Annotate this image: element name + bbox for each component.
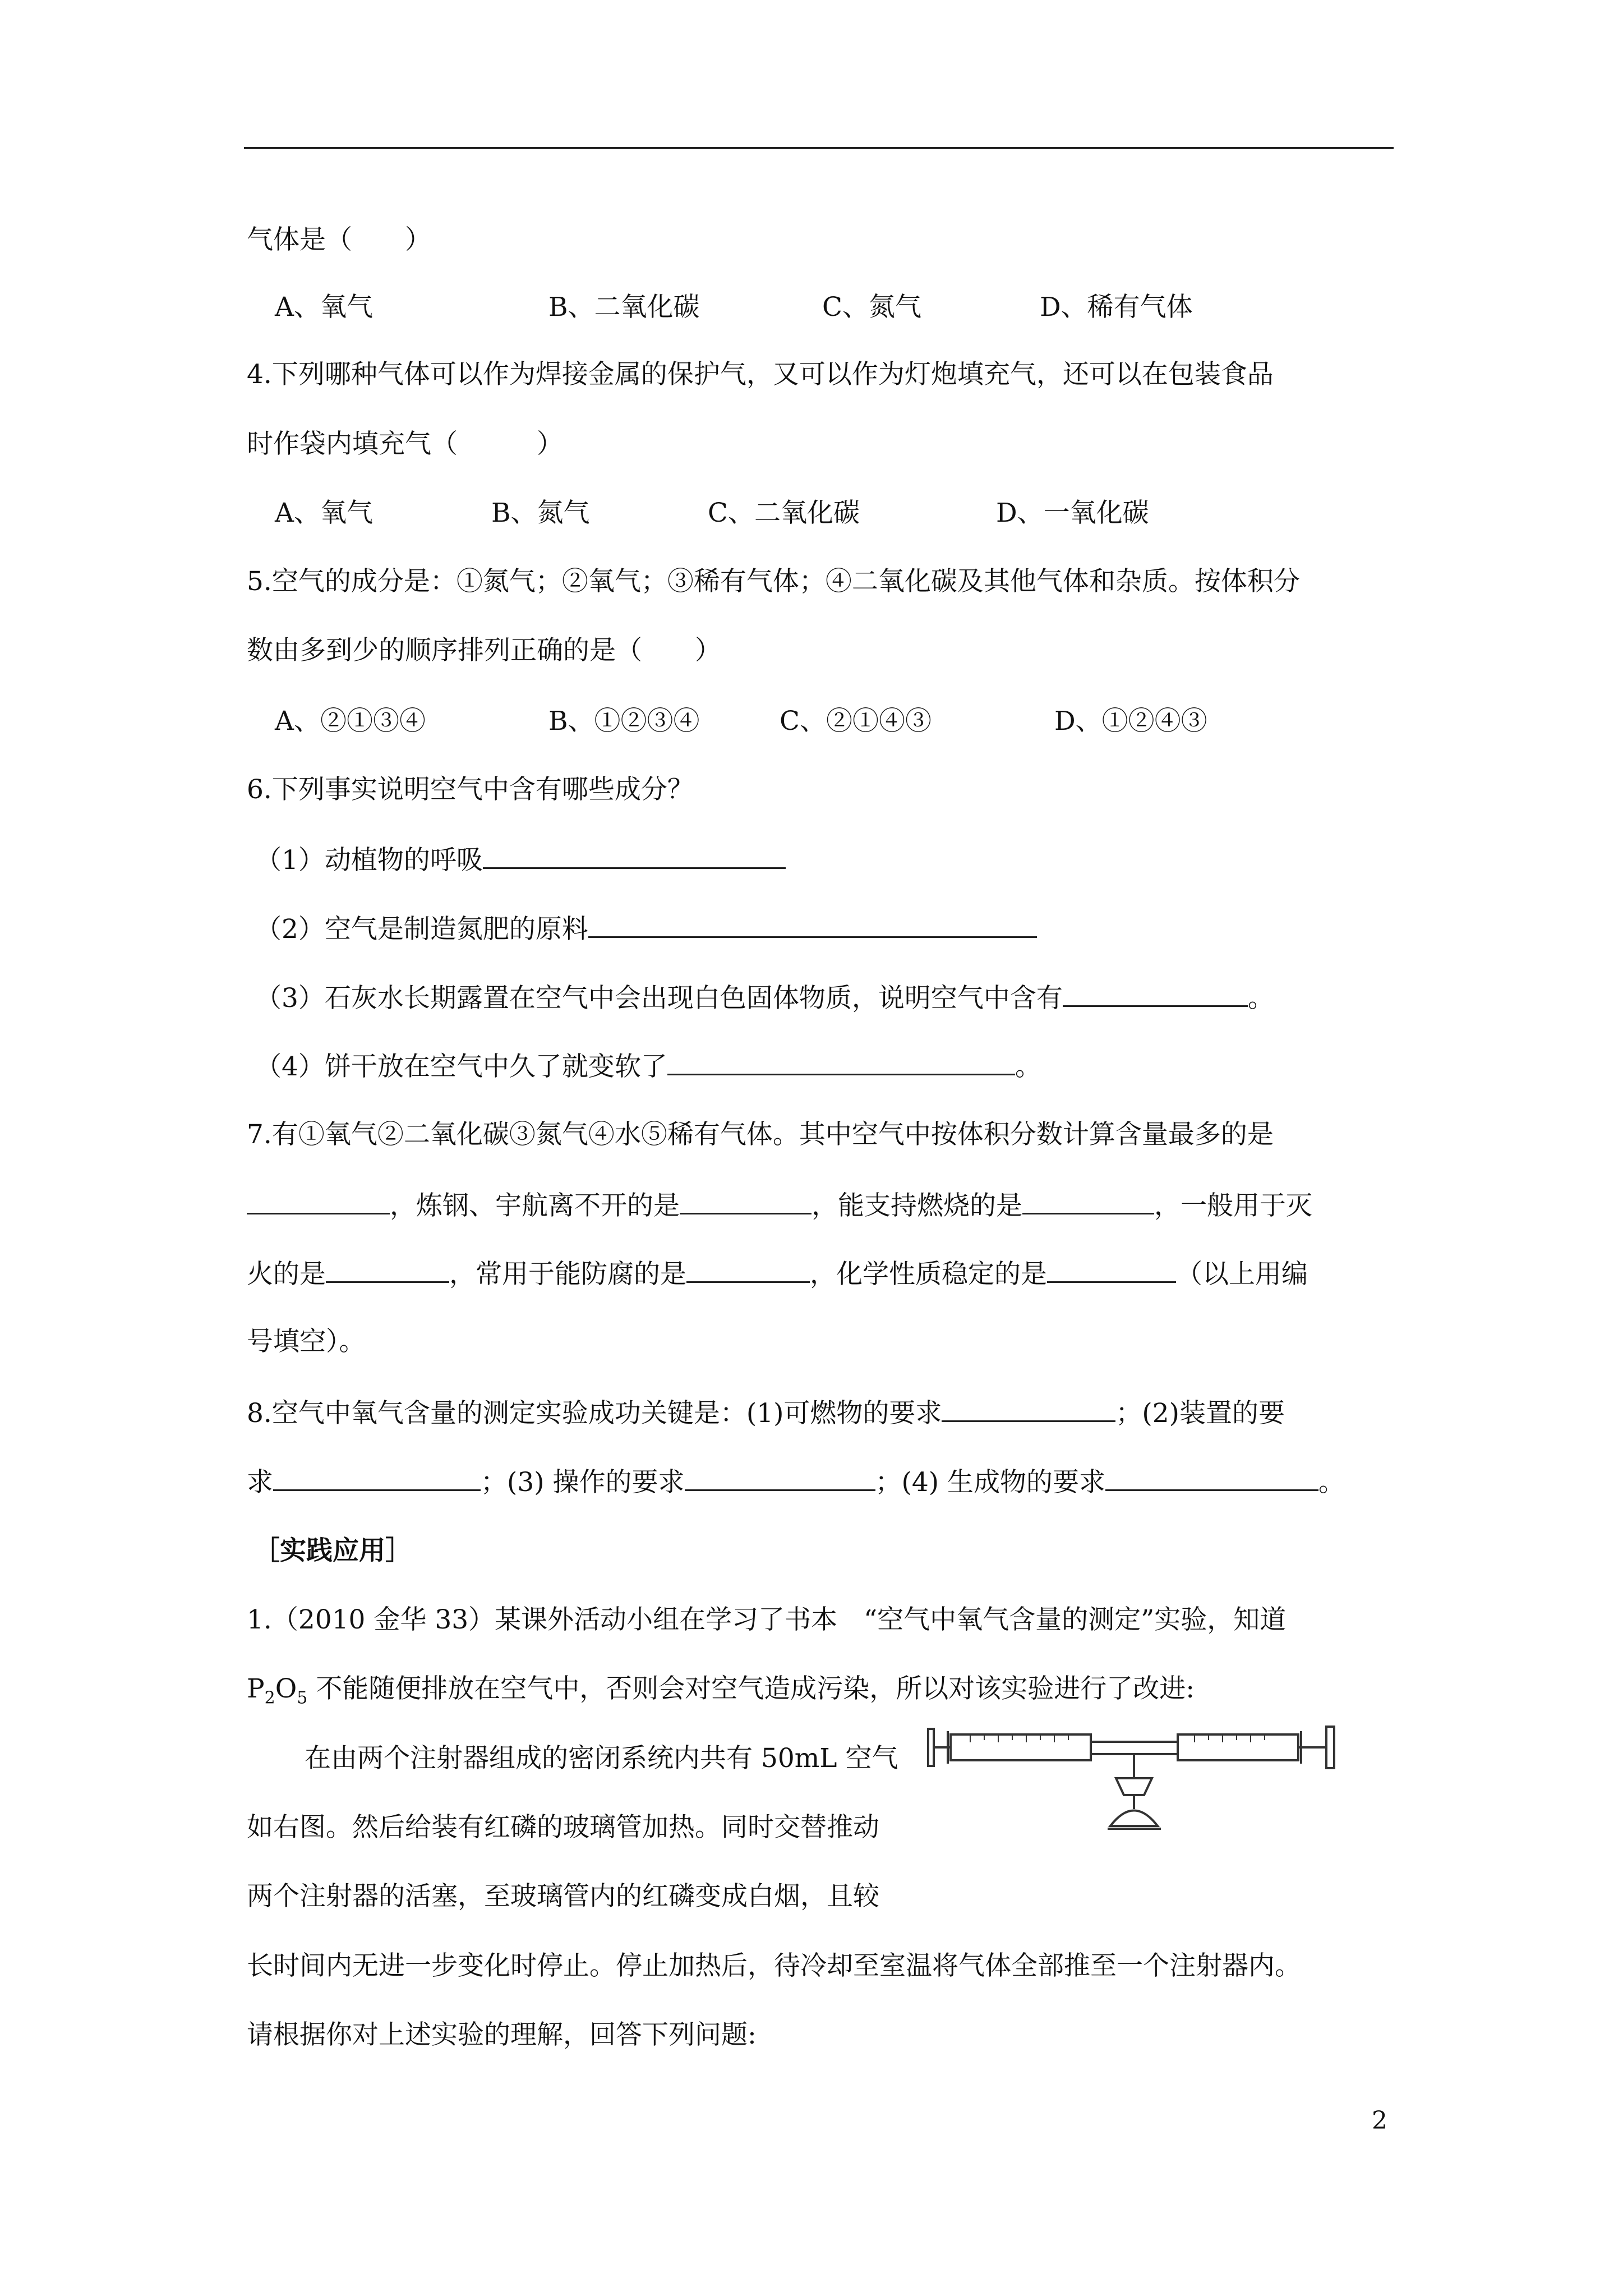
left-plunger-handle [928, 1729, 934, 1766]
p1-line5: 两个注射器的活塞，至玻璃管内的红磷变成白烟，且较 [247, 1881, 879, 1912]
right-syringe-barrel [1178, 1734, 1298, 1760]
q5-option-c: C、②①④③ [780, 706, 932, 737]
p1-line3: 在由两个注射器组成的密闭系统内共有 50mL 空气 [305, 1743, 898, 1774]
q7-blank-2[interactable] [680, 1188, 811, 1214]
q4-line1: 4.下列哪种气体可以作为焊接金属的保护气，又可以作为灯炮填充气，还可以在包装食品 [247, 359, 1274, 390]
q7-line2: ，炼钢、宇航离不开的是 ，能支持燃烧的是 ，一般用于灭 [247, 1188, 1312, 1223]
q3-option-c: C、氮气 [822, 292, 921, 323]
q7-blank-4[interactable] [326, 1257, 449, 1283]
q7-blank-5[interactable] [686, 1257, 810, 1283]
q4-option-c: C、二氧化碳 [708, 498, 860, 528]
q7-line4: 号填空）。 [247, 1326, 366, 1357]
alcohol-lamp [1110, 1811, 1158, 1826]
q7-line1: 7.有①氧气②二氧化碳③氮气④水⑤稀有气体。其中空气中按体积分数计算含量最多的是 [247, 1119, 1274, 1150]
left-syringe-barrel [951, 1734, 1091, 1760]
q8-line1: 8.空气中氧气含量的测定实验成功关键是：(1)可燃物的要求 ；(2)装置的要 [247, 1396, 1285, 1430]
red-phosphorus-holder [1116, 1778, 1152, 1795]
q3-option-b: B、二氧化碳 [548, 292, 700, 323]
q5-option-a: A、②①③④ [275, 706, 426, 737]
p1-line2: $P_2O_5$ 不能随便排放在空气中，否则会对空气造成污染，所以对该实验进行了改进: [247, 1673, 1195, 1708]
p1-line6: 长时间内无进一步变化时停止。停止加热后，待冷却至室温将气体全部推至一个注射器内。 [247, 1950, 1301, 1981]
q8-blank-3[interactable] [685, 1465, 875, 1491]
q6-blank-4[interactable] [667, 1049, 1015, 1075]
p1-line1: 1.（2010 金华 33）某课外活动小组在学习了书本 “空气中氧气含量的测定”实验，知道 [247, 1604, 1287, 1635]
q3-continuation: 气体是（ ） [247, 224, 431, 255]
q3-option-d: D、稀有气体 [1040, 292, 1193, 323]
q7-blank-6[interactable] [1047, 1257, 1176, 1283]
q8-blank-2[interactable] [273, 1465, 481, 1491]
q5-option-d: D、①②④③ [1054, 706, 1207, 737]
q7-blank-1[interactable] [247, 1188, 390, 1214]
q6-blank-2[interactable] [588, 912, 1037, 938]
q8-blank-4[interactable] [1105, 1465, 1318, 1491]
q6-item-3: （3）石灰水长期露置在空气中会出现白色固体物质，说明空气中含有 。 [255, 981, 1274, 1015]
syringe-apparatus-figure [925, 1711, 1343, 1851]
right-plunger-handle [1326, 1727, 1334, 1768]
page-number: 2 [1372, 2106, 1387, 2135]
q8-blank-1[interactable] [942, 1396, 1115, 1422]
q6-blank-1[interactable] [483, 843, 786, 869]
q6-blank-3[interactable] [1063, 981, 1248, 1007]
q6-item-4: （4）饼干放在空气中久了就变软了 。 [255, 1049, 1041, 1084]
q6-item-2: （2）空气是制造氮肥的原料 [255, 912, 1037, 946]
glass-tube [1091, 1742, 1178, 1754]
p1-line4: 如右图。然后给装有红磷的玻璃管加热。同时交替推动 [247, 1812, 879, 1843]
q7-blank-3[interactable] [1022, 1188, 1154, 1214]
section-heading: ［实践应用］ [253, 1535, 412, 1566]
q3-option-a: A、氧气 [275, 292, 373, 323]
q6-item-1: （1）动植物的呼吸 [255, 843, 786, 877]
q5-line1: 5.空气的成分是：①氮气；②氧气；③稀有气体；④二氧化碳及其他气体和杂质。按体积分 [247, 566, 1300, 597]
q5-line2: 数由多到少的顺序排列正确的是（ ） [247, 635, 721, 666]
header-rule [244, 147, 1394, 149]
q5-option-b: B、①②③④ [548, 706, 700, 737]
q4-option-b: B、氮气 [491, 498, 590, 528]
q4-line2: 时作袋内填充气（ ） [247, 429, 563, 459]
q6-stem: 6.下列事实说明空气中含有哪些成分？ [247, 774, 694, 805]
q8-line2: 求 ；(3) 操作的要求 ；(4) 生成物的要求 。 [247, 1465, 1345, 1499]
p1-line7: 请根据你对上述实验的理解，回答下列问题: [247, 2019, 757, 2050]
q4-option-a: A、氧气 [275, 498, 373, 528]
q4-option-d: D、一氧化碳 [996, 498, 1149, 528]
q7-line3: 火的是 ，常用于能防腐的是 ，化学性质稳定的是 （以上用编 [247, 1257, 1308, 1291]
